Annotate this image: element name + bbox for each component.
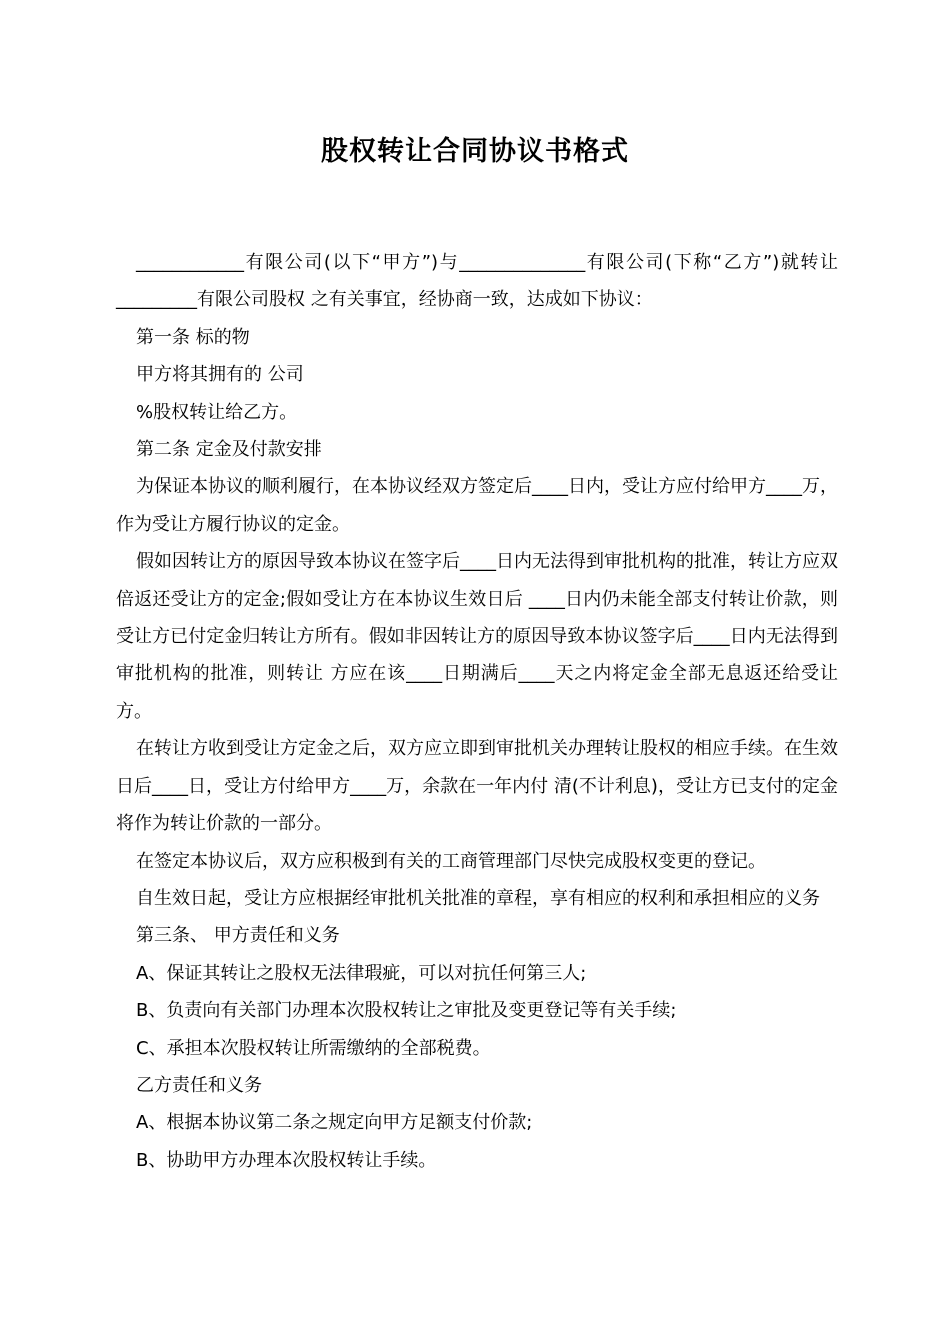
paragraph-deposit: 为保证本协议的顺利履行，在本协议经双方签定后____日内，受让方应付给甲方____万，作为受让方履行协议的定金。 (116, 476, 838, 535)
party-b-duty-a: A、根据本协议第二条之规定向甲方足额支付价款; (136, 1112, 533, 1134)
document-body (116, 244, 838, 1179)
article-3-heading: 第三条、 甲方责任和义务 (136, 925, 340, 947)
paragraph-subject-line-1: 甲方将其拥有的 公司 (136, 364, 304, 386)
paragraph-procedure: 在转让方收到受让方定金之后，双方应立即到审批机关办理转让股权的相应手续。在生效日后____日，受让方付给甲方____万，余款在一年内付 清(不计利息)，受让方已支付的定金将作为转让价款的一部分。 (116, 738, 838, 835)
paragraph-refund: 假如因转让方的原因导致本协议在签字后____日内无法得到审批机构的批准，转让方应双倍返还受让方的定金;假如受让方在本协议生效日后 ____日内仍未能全部支付转让价款，则受让方已付定金归转让方所有。假如非因转让方的原因导致本协议签字后____日内无法得到审批机构的批准，则转让 方应在该____日期满后____天之内将定金全部无息返还给受让方。 (116, 551, 838, 722)
paragraph-registration: 在签定本协议后，双方应积极到有关的工商管理部门尽快完成股权变更的登记。 (136, 850, 766, 872)
article-1-heading: 第一条 标的物 (136, 326, 250, 348)
party-b-heading: 乙方责任和义务 (136, 1074, 262, 1096)
party-b-duty-b: B、协助甲方办理本次股权转让手续。 (136, 1149, 437, 1171)
party-a-duty-b: B、负责向有关部门办理本次股权转让之审批及变更登记等有关手续; (136, 1000, 677, 1022)
document-title: 股权转让合同协议书格式 (321, 136, 629, 167)
paragraph-rights: 自生效日起，受让方应根据经审批机关批准的章程，享有相应的权利和承担相应的义务 (136, 887, 820, 909)
paragraph-parties: ____________有限公司(以下“甲方”)与______________有限公司(下称“乙方”)就转让_________有限公司股权 之有关事宜，经协商一致，达成如下协议： (116, 252, 838, 311)
party-a-duty-a: A、保证其转让之股权无法律瑕疵，可以对抗任何第三人; (136, 962, 587, 984)
party-a-duty-c: C、承担本次股权转让所需缴纳的全部税费。 (136, 1037, 491, 1059)
paragraph-subject-line-2: %股权转让给乙方。 (136, 401, 298, 423)
article-2-heading: 第二条 定金及付款安排 (136, 439, 322, 461)
